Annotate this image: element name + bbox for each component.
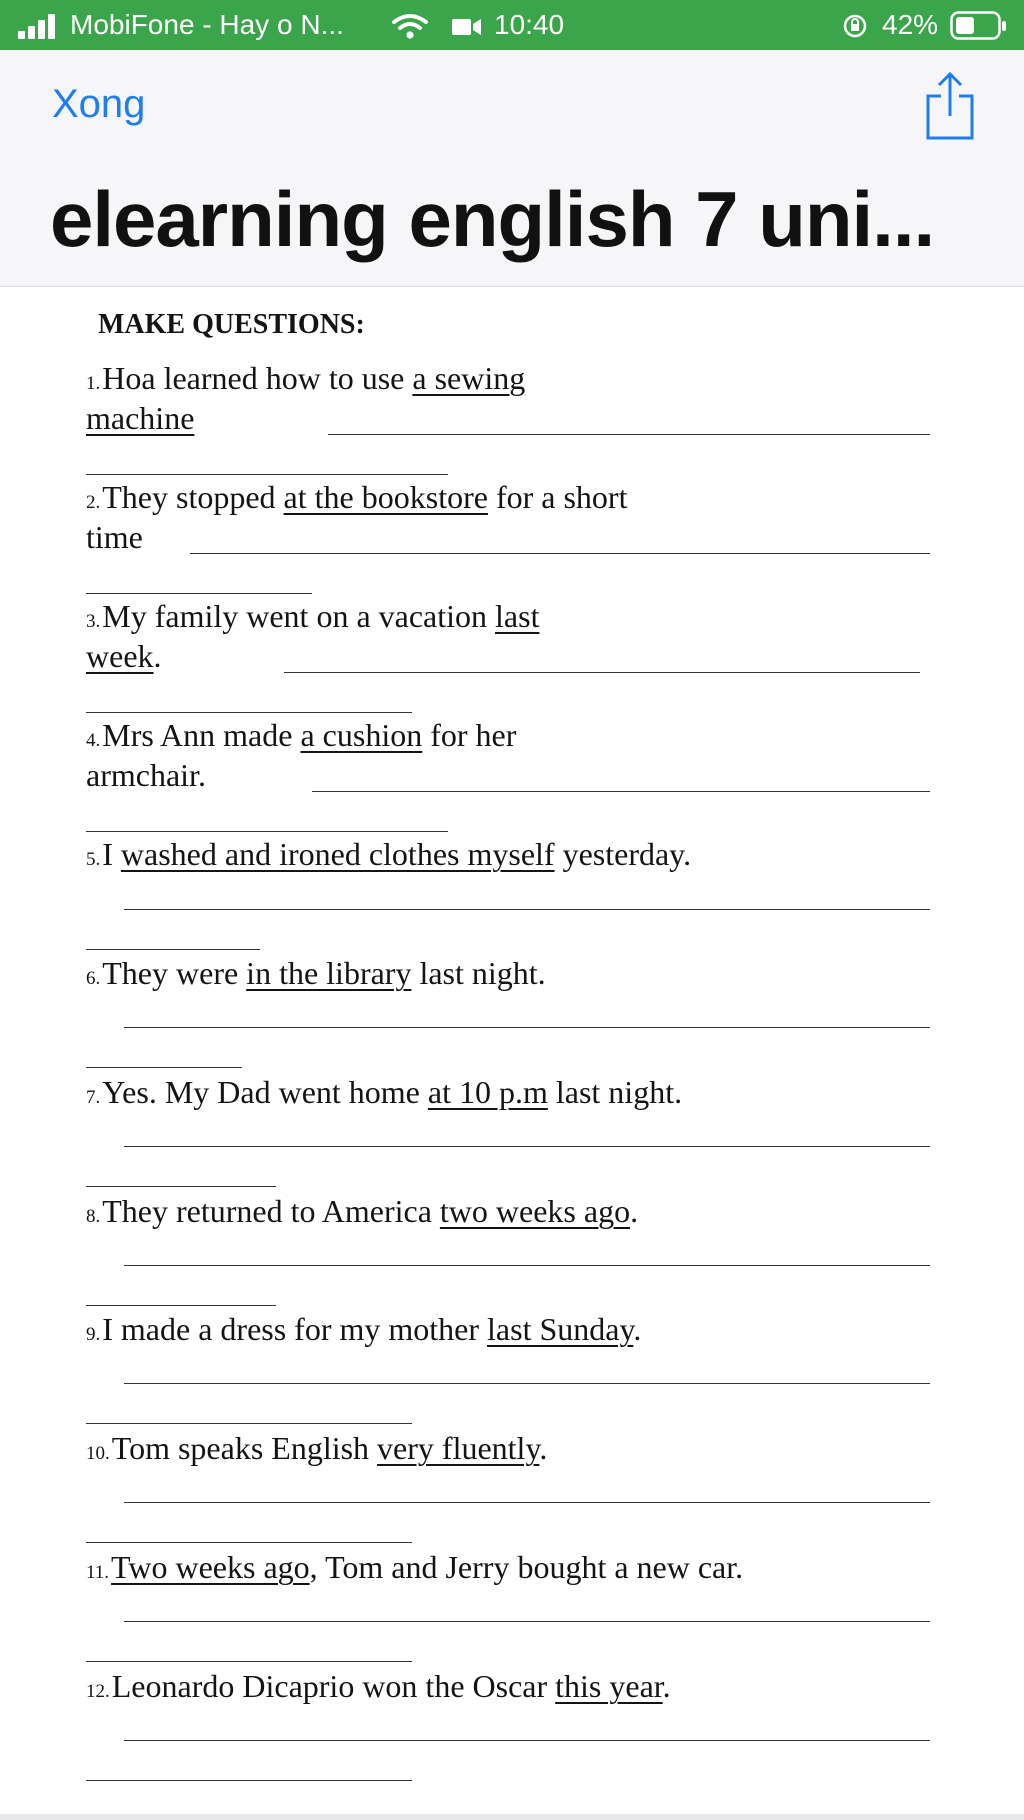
question-4-continued — [86, 756, 206, 794]
question-4 — [86, 716, 516, 760]
underlined-phrase: Two weeks ago — [111, 1549, 310, 1585]
question-text: I made a dress for my mother — [102, 1311, 488, 1347]
answer-line[interactable] — [190, 553, 930, 554]
question-1-continued — [86, 399, 194, 437]
answer-line[interactable] — [86, 1542, 412, 1543]
question-number: 1. — [86, 373, 101, 394]
underlined-phrase: two weeks ago — [439, 1193, 631, 1229]
question-text: . — [633, 1311, 642, 1347]
question-text: . — [630, 1193, 639, 1229]
question-number: 8. — [86, 1206, 101, 1227]
question-text: . — [153, 638, 162, 674]
answer-line[interactable] — [86, 1423, 412, 1424]
page-title: elearning english 7 uni... — [50, 175, 935, 263]
answer-line[interactable] — [312, 791, 930, 792]
question-number: 4. — [86, 730, 101, 751]
question-text: . — [662, 1668, 671, 1704]
underlined-phrase: last — [495, 598, 540, 634]
answer-line[interactable] — [124, 1621, 930, 1622]
answer-line[interactable] — [124, 1146, 930, 1147]
question-6 — [86, 954, 546, 998]
answer-line[interactable] — [86, 1186, 276, 1187]
answer-line[interactable] — [86, 712, 412, 713]
battery-icon — [950, 11, 1008, 41]
answer-line[interactable] — [124, 1502, 930, 1503]
question-text: Mrs Ann made — [102, 717, 301, 753]
question-text: They returned to America — [102, 1193, 440, 1229]
answer-line[interactable] — [86, 1305, 276, 1306]
question-text: I — [102, 836, 121, 872]
question-1 — [86, 359, 525, 403]
question-text: for her — [422, 717, 517, 753]
done-button[interactable]: Xong — [52, 82, 146, 126]
question-number: 11. — [86, 1562, 110, 1583]
answer-line[interactable] — [328, 434, 930, 435]
question-number: 12. — [86, 1681, 110, 1702]
underlined-phrase: washed and ironed clothes myself — [120, 836, 555, 872]
underlined-phrase: at 10 p.m — [427, 1074, 548, 1110]
question-number: 2. — [86, 492, 101, 513]
question-text: They were — [102, 955, 247, 991]
answer-line[interactable] — [124, 1740, 930, 1741]
question-9 — [86, 1310, 641, 1354]
underlined-phrase: in the library — [246, 955, 412, 991]
question-number: 6. — [86, 968, 101, 989]
question-number: 7. — [86, 1087, 101, 1108]
question-10 — [86, 1429, 547, 1473]
question-text: They stopped — [102, 479, 284, 515]
question-7 — [86, 1073, 682, 1117]
question-12 — [86, 1667, 671, 1711]
answer-line[interactable] — [86, 831, 448, 832]
question-3-continued — [86, 637, 162, 675]
document-page — [0, 287, 1024, 1820]
answer-line[interactable] — [124, 1383, 930, 1384]
share-icon[interactable] — [924, 70, 976, 142]
answer-line[interactable] — [86, 949, 260, 950]
question-number: 9. — [86, 1324, 101, 1345]
question-text: yesterday. — [554, 836, 692, 872]
question-text: My family went on a vacation — [102, 598, 496, 634]
answer-line[interactable] — [86, 1780, 412, 1781]
battery-percentage: 42% — [882, 9, 939, 40]
answer-line[interactable] — [86, 474, 448, 475]
answer-line[interactable] — [124, 1265, 930, 1266]
question-text: , Tom and Jerry bought a new car. — [309, 1549, 744, 1585]
wifi-icon — [390, 12, 430, 40]
question-text: last night. — [411, 955, 546, 991]
question-text: . — [539, 1430, 548, 1466]
question-text: for a short — [487, 479, 628, 515]
question-number: 10. — [86, 1443, 110, 1464]
underlined-phrase: this year — [555, 1668, 663, 1704]
document-viewer-header — [0, 50, 1024, 287]
question-text: Yes. My Dad went home — [102, 1074, 428, 1110]
answer-line[interactable] — [86, 593, 312, 594]
clock: 10:40 — [494, 9, 565, 40]
bottom-edge — [0, 1814, 1024, 1820]
question-2 — [86, 478, 627, 522]
worksheet-heading: MAKE QUESTIONS: — [98, 309, 365, 340]
question-text: armchair. — [86, 757, 206, 793]
question-text: Tom speaks English — [111, 1430, 378, 1466]
underlined-phrase: last Sunday — [487, 1311, 634, 1347]
answer-line[interactable] — [124, 1027, 930, 1028]
question-3 — [86, 597, 539, 641]
underlined-phrase: machine — [86, 400, 195, 436]
answer-line[interactable] — [284, 672, 920, 673]
underlined-phrase: at the bookstore — [283, 479, 488, 515]
underlined-phrase: a sewing — [412, 360, 526, 396]
question-11 — [86, 1548, 743, 1592]
question-text: last night. — [547, 1074, 683, 1110]
screen-record-icon — [452, 17, 482, 37]
question-number: 3. — [86, 611, 101, 632]
question-text: time — [86, 519, 143, 555]
answer-line[interactable] — [86, 1661, 412, 1662]
question-text: Leonardo Dicaprio won the Oscar — [111, 1668, 556, 1704]
status-bar — [0, 0, 1024, 50]
orientation-lock-icon — [842, 13, 868, 39]
question-5 — [86, 835, 691, 879]
question-8 — [86, 1192, 638, 1236]
question-2-continued — [86, 518, 143, 556]
question-number: 5. — [86, 849, 101, 870]
underlined-phrase: a cushion — [300, 717, 423, 753]
question-text: Hoa learned how to use — [102, 360, 413, 396]
carrier-name: MobiFone - Hay o N... — [70, 9, 344, 40]
underlined-phrase: week — [86, 638, 154, 674]
answer-line[interactable] — [86, 1067, 242, 1068]
underlined-phrase: very fluently — [377, 1430, 540, 1466]
signal-strength-icon — [18, 13, 58, 39]
answer-line[interactable] — [124, 909, 930, 910]
